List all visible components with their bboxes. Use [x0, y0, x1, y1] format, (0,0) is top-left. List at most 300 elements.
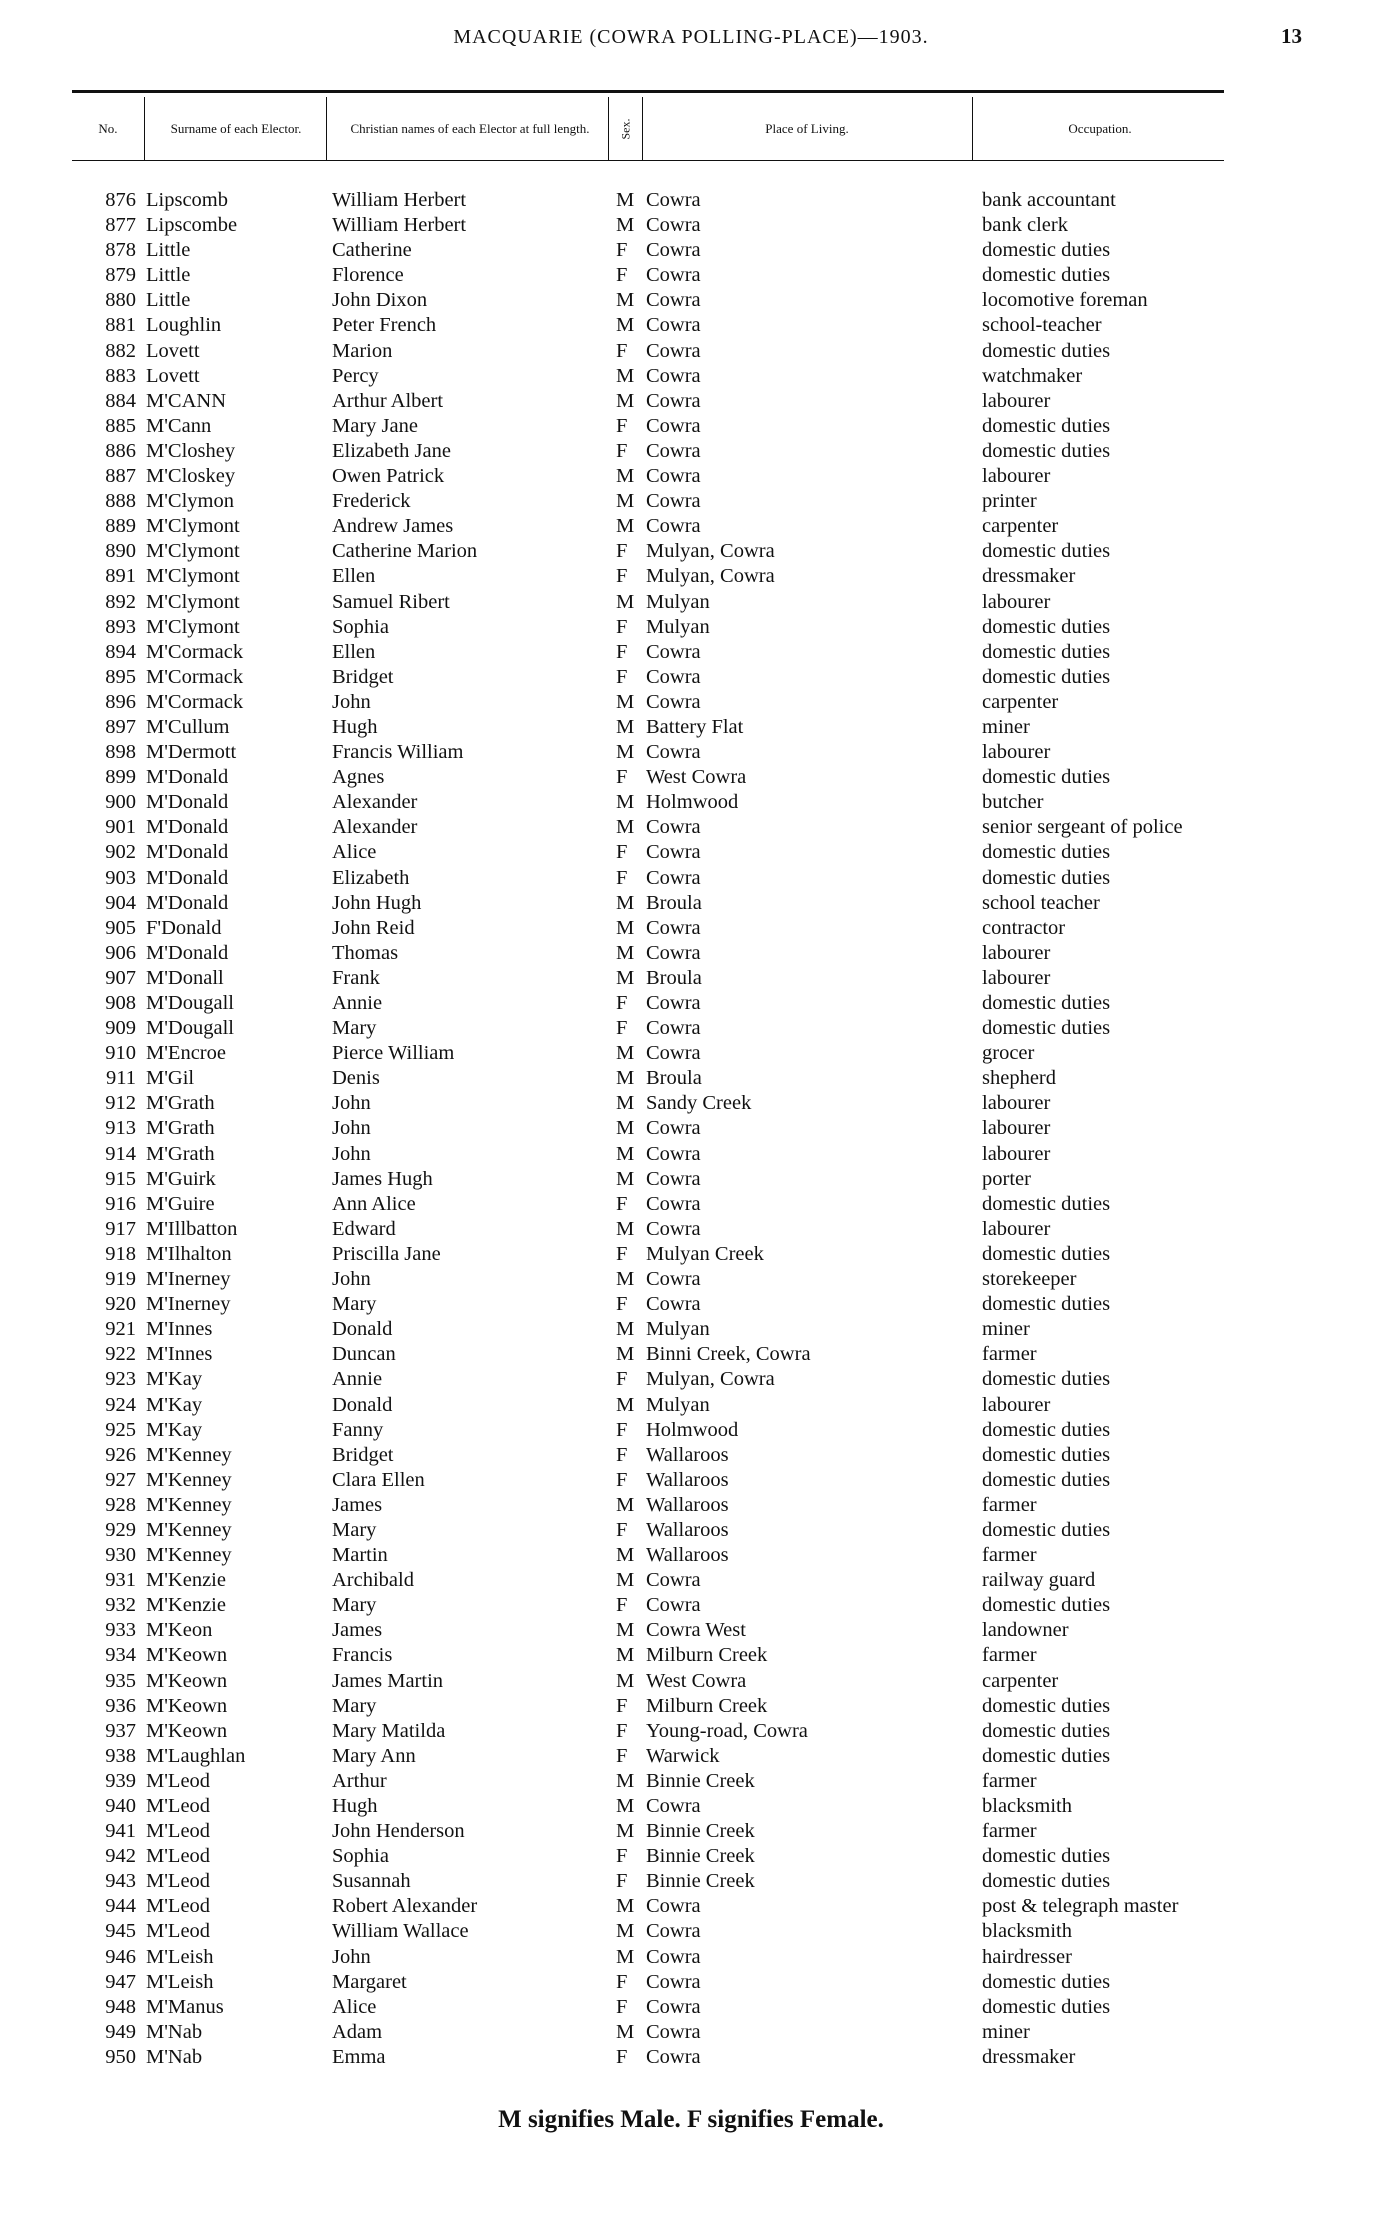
sex: M: [616, 1569, 635, 1592]
surname: M'Leod: [146, 1920, 211, 1943]
surname: M'Clymont: [146, 565, 240, 588]
table-row: [0, 715, 1382, 740]
table-row: [0, 1694, 1382, 1719]
row-number: 899: [105, 766, 136, 789]
place-of-living: Cowra: [646, 1017, 701, 1040]
christian-names: John Reid: [332, 916, 415, 939]
row-number: 904: [105, 891, 136, 914]
christian-names: Peter French: [332, 314, 437, 337]
surname: M'Guire: [146, 1192, 215, 1215]
place-of-living: Cowra: [646, 1293, 701, 1316]
surname: Little: [146, 239, 191, 262]
sex: M: [616, 791, 635, 814]
occupation: contractor: [982, 916, 1066, 939]
place-of-living: Binnie Creek: [646, 1769, 755, 1792]
surname: M'Cann: [146, 414, 212, 437]
christian-names: Frederick: [332, 490, 411, 513]
elector-list: [0, 188, 1382, 2070]
surname: M'Donald: [146, 766, 229, 789]
row-number: 930: [105, 1544, 136, 1567]
row-number: 922: [105, 1343, 136, 1366]
christian-names: John: [332, 1945, 371, 1968]
sex: M: [616, 816, 635, 839]
page-number: 13: [1281, 24, 1302, 48]
row-number: 919: [105, 1268, 136, 1291]
sex: M: [616, 1268, 635, 1291]
sex: M: [616, 891, 635, 914]
christian-names: Florence: [332, 264, 404, 287]
occupation: landowner: [982, 1619, 1069, 1642]
sex: F: [616, 339, 628, 362]
sex: M: [616, 1619, 635, 1642]
occupation: school-teacher: [982, 314, 1102, 337]
christian-names: Mary: [332, 1694, 377, 1717]
christian-names: Pierce William: [332, 1042, 455, 1065]
table-row: [0, 1543, 1382, 1568]
occupation: carpenter: [982, 690, 1059, 713]
place-of-living: West Cowra: [646, 766, 747, 789]
place-of-living: Milburn Creek: [646, 1644, 768, 1667]
christian-names: Ellen: [332, 640, 376, 663]
table-row: [0, 740, 1382, 765]
christian-names: John: [332, 1268, 371, 1291]
surname: M'Kay: [146, 1368, 203, 1391]
surname: M'Kenney: [146, 1544, 232, 1567]
occupation: domestic duties: [982, 1518, 1111, 1541]
row-number: 931: [105, 1569, 136, 1592]
sex: F: [616, 2045, 628, 2068]
place-of-living: Cowra: [646, 1268, 701, 1291]
row-number: 933: [105, 1619, 136, 1642]
sex: F: [616, 1694, 628, 1717]
sex: M: [616, 214, 635, 237]
table-row: [0, 640, 1382, 665]
table-row: [0, 1443, 1382, 1468]
place-of-living: Cowra: [646, 1142, 701, 1165]
place-of-living: Cowra: [646, 1192, 701, 1215]
surname: M'Closhey: [146, 439, 236, 462]
sex: F: [616, 1995, 628, 2018]
surname: M'Grath: [146, 1142, 215, 1165]
sex: M: [616, 389, 635, 412]
column-separator: [608, 97, 609, 160]
row-number: 939: [105, 1769, 136, 1792]
christian-names: Catherine Marion: [332, 540, 478, 563]
occupation: grocer: [982, 1042, 1035, 1065]
christian-names: Catherine: [332, 239, 412, 262]
occupation: domestic duties: [982, 640, 1111, 663]
sex: F: [616, 1518, 628, 1541]
row-number: 947: [105, 1970, 136, 1993]
row-number: 909: [105, 1017, 136, 1040]
place-of-living: Cowra: [646, 1945, 701, 1968]
surname: M'Innes: [146, 1318, 213, 1341]
table-row: [0, 1769, 1382, 1794]
christian-names: Ann Alice: [332, 1192, 416, 1215]
christian-names: Thomas: [332, 941, 399, 964]
christian-names: Samuel Ribert: [332, 590, 450, 613]
surname: M'Keown: [146, 1719, 228, 1742]
christian-names: Elizabeth Jane: [332, 439, 451, 462]
row-number: 877: [105, 214, 136, 237]
table-row: [0, 1292, 1382, 1317]
occupation: domestic duties: [982, 239, 1111, 262]
occupation: labourer: [982, 941, 1051, 964]
row-number: 892: [105, 590, 136, 613]
surname: M'Donald: [146, 791, 229, 814]
christian-names: Mary: [332, 1594, 377, 1617]
christian-names: Hugh: [332, 1795, 378, 1817]
sex: M: [616, 1393, 635, 1416]
table-row: [0, 1116, 1382, 1141]
sex: M: [616, 941, 635, 964]
sex: F: [616, 414, 628, 437]
table-row: [0, 514, 1382, 539]
place-of-living: Binni Creek, Cowra: [646, 1343, 811, 1366]
place-of-living: Cowra: [646, 515, 701, 538]
table-row: [0, 464, 1382, 489]
place-of-living: Cowra: [646, 1995, 701, 2018]
occupation: farmer: [982, 1343, 1037, 1366]
sex: F: [616, 766, 628, 789]
christian-names: Owen Patrick: [332, 465, 445, 488]
table-row: [0, 1844, 1382, 1869]
surname: M'Kay: [146, 1393, 203, 1416]
place-of-living: Cowra: [646, 389, 701, 412]
surname: M'Clymont: [146, 615, 240, 638]
surname: Lipscombe: [146, 214, 238, 237]
row-number: 938: [105, 1744, 136, 1767]
christian-names: Percy: [332, 364, 379, 387]
column-separator: [326, 97, 327, 160]
sex: M: [616, 1142, 635, 1165]
place-of-living: Broula: [646, 1067, 702, 1090]
place-of-living: Cowra: [646, 189, 701, 211]
christian-names: Sophia: [332, 1845, 389, 1868]
place-of-living: Milburn Creek: [646, 1694, 768, 1717]
occupation: carpenter: [982, 1669, 1059, 1692]
place-of-living: Cowra: [646, 1167, 701, 1190]
surname: M'Cormack: [146, 690, 244, 713]
christian-names: William Herbert: [332, 214, 467, 237]
table-row: [0, 1418, 1382, 1443]
column-header-sex: [610, 100, 640, 158]
occupation: labourer: [982, 1217, 1051, 1240]
occupation: domestic duties: [982, 1368, 1111, 1391]
sex: F: [616, 1192, 628, 1215]
table-row: [0, 1869, 1382, 1894]
christian-names: Bridget: [332, 665, 394, 688]
table-row: [0, 615, 1382, 640]
sex: M: [616, 465, 635, 488]
surname: M'Keown: [146, 1669, 228, 1692]
row-number: 914: [105, 1142, 136, 1165]
surname: M'Kenney: [146, 1493, 232, 1516]
table-row: [0, 1192, 1382, 1217]
surname: M'Keon: [146, 1619, 213, 1642]
sex: M: [616, 1769, 635, 1792]
sex: M: [616, 715, 635, 738]
row-number: 878: [105, 239, 136, 262]
sex: F: [616, 540, 628, 563]
row-number: 887: [105, 465, 136, 488]
occupation: blacksmith: [982, 1795, 1072, 1817]
sex: M: [616, 1920, 635, 1943]
row-number: 941: [105, 1820, 136, 1843]
christian-names: Donald: [332, 1393, 393, 1416]
place-of-living: Binnie Creek: [646, 1870, 755, 1893]
surname: M'Inerney: [146, 1293, 231, 1316]
page-header-title: MACQUARIE (COWRA POLLING-PLACE)—1903.: [453, 26, 929, 48]
place-of-living: Holmwood: [646, 791, 739, 814]
surname: M'Donall: [146, 966, 224, 989]
occupation: blacksmith: [982, 1920, 1072, 1943]
table-row: [0, 1744, 1382, 1769]
sex: M: [616, 1117, 635, 1140]
place-of-living: Cowra: [646, 439, 701, 462]
christian-names: Bridget: [332, 1443, 394, 1466]
occupation: school teacher: [982, 891, 1100, 914]
surname: M'Kenzie: [146, 1569, 226, 1592]
table-row: [0, 866, 1382, 891]
occupation: domestic duties: [982, 439, 1111, 462]
place-of-living: Cowra: [646, 364, 701, 387]
row-number: 905: [105, 916, 136, 939]
surname: M'Leod: [146, 1795, 211, 1817]
place-of-living: Cowra: [646, 2045, 701, 2068]
row-number: 928: [105, 1493, 136, 1516]
christian-names: Annie: [332, 992, 383, 1014]
surname: M'Leod: [146, 1820, 211, 1843]
place-of-living: Wallaroos: [646, 1518, 729, 1541]
place-of-living: Battery Flat: [646, 715, 744, 738]
surname: M'CANN: [146, 389, 227, 412]
occupation: domestic duties: [982, 1970, 1111, 1993]
row-number: 929: [105, 1518, 136, 1541]
row-number: 900: [105, 791, 136, 814]
row-number: 881: [105, 314, 136, 337]
surname: M'Ilhalton: [146, 1242, 232, 1265]
occupation: carpenter: [982, 515, 1059, 538]
christian-names: Annie: [332, 1368, 383, 1391]
sex: M: [616, 289, 635, 312]
sex: M: [616, 1544, 635, 1567]
occupation: labourer: [982, 590, 1051, 613]
occupation: labourer: [982, 966, 1051, 989]
row-number: 950: [105, 2045, 136, 2068]
surname: M'Nab: [146, 2020, 203, 2043]
row-number: 915: [105, 1167, 136, 1190]
place-of-living: Mulyan: [646, 590, 710, 613]
occupation: domestic duties: [982, 866, 1111, 889]
surname: M'Cormack: [146, 665, 244, 688]
table-row: [0, 1518, 1382, 1543]
occupation: labourer: [982, 389, 1051, 412]
place-of-living: Cowra: [646, 1795, 701, 1817]
table-row: [0, 238, 1382, 263]
christian-names: Martin: [332, 1544, 388, 1567]
occupation: printer: [982, 490, 1037, 513]
occupation: domestic duties: [982, 615, 1111, 638]
occupation: railway guard: [982, 1569, 1096, 1592]
place-of-living: Cowra: [646, 841, 701, 864]
surname: M'Donald: [146, 941, 229, 964]
table-row: [0, 1970, 1382, 1995]
row-number: 920: [105, 1293, 136, 1316]
sex: M: [616, 1669, 635, 1692]
table-row: [0, 991, 1382, 1016]
occupation: domestic duties: [982, 264, 1111, 287]
christian-names: Agnes: [332, 766, 385, 789]
christian-names: William Wallace: [332, 1920, 469, 1943]
occupation: farmer: [982, 1493, 1037, 1516]
table-row: [0, 1167, 1382, 1192]
surname: M'Cullum: [146, 715, 230, 738]
row-number: 935: [105, 1669, 136, 1692]
christian-names: Mary Matilda: [332, 1719, 446, 1742]
place-of-living: West Cowra: [646, 1669, 747, 1692]
christian-names: Alexander: [332, 791, 418, 814]
sex: F: [616, 1468, 628, 1491]
sex: M: [616, 2020, 635, 2043]
occupation: domestic duties: [982, 665, 1111, 688]
row-number: 903: [105, 866, 136, 889]
place-of-living: Cowra: [646, 264, 701, 287]
surname: Lovett: [146, 339, 200, 362]
table-row: [0, 1393, 1382, 1418]
surname: M'Donald: [146, 816, 229, 839]
sex: M: [616, 1820, 635, 1843]
place-of-living: Cowra: [646, 741, 701, 764]
christian-names: Ellen: [332, 565, 376, 588]
christian-names: Mary Jane: [332, 414, 418, 437]
surname: M'Cormack: [146, 640, 244, 663]
occupation: senior sergeant of police: [982, 816, 1183, 839]
christian-names: Robert Alexander: [332, 1895, 478, 1918]
occupation: domestic duties: [982, 414, 1111, 437]
place-of-living: Cowra: [646, 1569, 701, 1592]
row-number: 901: [105, 816, 136, 839]
sex: F: [616, 615, 628, 638]
sex: M: [616, 1167, 635, 1190]
sex: M: [616, 1644, 635, 1667]
table-row: [0, 414, 1382, 439]
sex: M: [616, 1217, 635, 1240]
row-number: 946: [105, 1945, 136, 1968]
place-of-living: Cowra: [646, 465, 701, 488]
christian-names: James: [332, 1493, 383, 1516]
row-number: 880: [105, 289, 136, 312]
christian-names: Denis: [332, 1067, 380, 1090]
surname: Lovett: [146, 364, 200, 387]
christian-names: Clara Ellen: [332, 1468, 425, 1491]
occupation: locomotive foreman: [982, 289, 1148, 312]
table-row: [0, 1945, 1382, 1970]
christian-names: Fanny: [332, 1418, 384, 1441]
surname: M'Innes: [146, 1343, 213, 1366]
row-number: 949: [105, 2020, 136, 2043]
sex: F: [616, 1368, 628, 1391]
surname: M'Leod: [146, 1895, 211, 1918]
surname: M'Donald: [146, 866, 229, 889]
row-number: 906: [105, 941, 136, 964]
surname: M'Laughlan: [146, 1744, 246, 1767]
surname: M'Dougall: [146, 992, 234, 1014]
table-row: [0, 188, 1382, 213]
christian-names: Mary Ann: [332, 1744, 416, 1767]
table-row: [0, 489, 1382, 514]
christian-names: Mary: [332, 1017, 377, 1040]
row-number: 883: [105, 364, 136, 387]
row-number: 948: [105, 1995, 136, 2018]
occupation: domestic duties: [982, 1418, 1111, 1441]
row-number: 926: [105, 1443, 136, 1466]
occupation: domestic duties: [982, 1443, 1111, 1466]
occupation: domestic duties: [982, 841, 1111, 864]
place-of-living: Cowra: [646, 339, 701, 362]
place-of-living: Cowra: [646, 490, 701, 513]
christian-names: Arthur Albert: [332, 389, 444, 412]
place-of-living: Young-road, Cowra: [646, 1719, 808, 1742]
surname: M'Closkey: [146, 465, 236, 488]
place-of-living: Cowra: [646, 1920, 701, 1943]
row-number: 911: [106, 1067, 136, 1090]
christian-names: Duncan: [332, 1343, 396, 1366]
surname: M'Grath: [146, 1117, 215, 1140]
sex: F: [616, 239, 628, 262]
christian-names: John: [332, 690, 371, 713]
table-row: [0, 1142, 1382, 1167]
row-number: 937: [105, 1719, 136, 1742]
christian-names: William Herbert: [332, 189, 467, 211]
table-row: [0, 1618, 1382, 1643]
sex: F: [616, 1443, 628, 1466]
christian-names: John Dixon: [332, 289, 428, 312]
sex: M: [616, 1343, 635, 1366]
sex: F: [616, 640, 628, 663]
occupation: domestic duties: [982, 1242, 1111, 1265]
row-number: 936: [105, 1694, 136, 1717]
sex: F: [616, 1017, 628, 1040]
christian-names: Francis: [332, 1644, 393, 1667]
sex: F: [616, 1719, 628, 1742]
christian-names: Arthur: [332, 1769, 387, 1792]
table-row: [0, 916, 1382, 941]
occupation: miner: [982, 1318, 1030, 1341]
table-row: [0, 288, 1382, 313]
occupation: bank clerk: [982, 214, 1068, 237]
surname: M'Keown: [146, 1694, 228, 1717]
row-number: 913: [105, 1117, 136, 1140]
surname: M'Leod: [146, 1870, 211, 1893]
christian-names: James: [332, 1619, 383, 1642]
surname: M'Dermott: [146, 741, 237, 764]
christian-names: James Martin: [332, 1669, 444, 1692]
occupation: labourer: [982, 1117, 1051, 1140]
table-row: [0, 1066, 1382, 1091]
row-number: 882: [105, 339, 136, 362]
row-number: 943: [105, 1870, 136, 1893]
surname: M'Manus: [146, 1995, 224, 2018]
row-number: 944: [105, 1895, 136, 1918]
sex: F: [616, 1845, 628, 1868]
row-number: 910: [105, 1042, 136, 1065]
table-row: [0, 389, 1382, 414]
sex: F: [616, 565, 628, 588]
table-row: [0, 1493, 1382, 1518]
place-of-living: Cowra: [646, 690, 701, 713]
header-rule-thin: [72, 160, 1224, 161]
